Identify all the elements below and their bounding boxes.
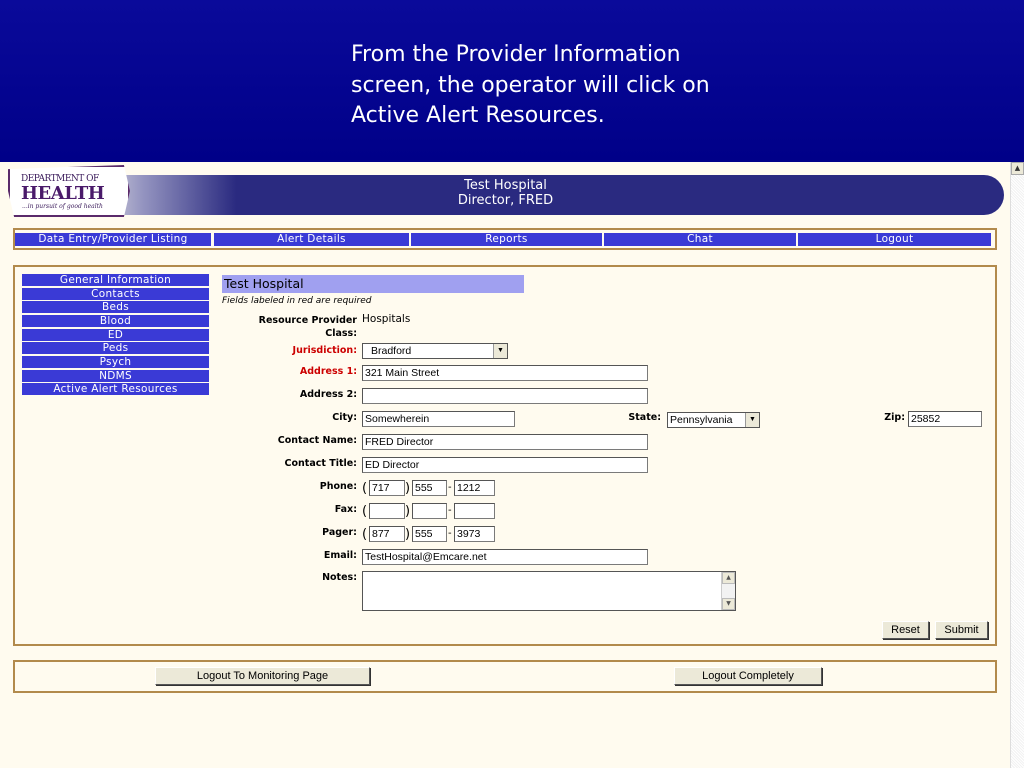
jurisdiction-select[interactable] <box>362 343 508 359</box>
side-nav-peds[interactable]: Peds <box>22 342 209 354</box>
side-nav-ndms[interactable]: NDMS <box>22 370 209 382</box>
provider-information-panel <box>13 265 997 646</box>
caption-line-2: screen, the operator will click on <box>351 72 710 98</box>
logo-dept-text: DEPARTMENT OF <box>21 174 99 184</box>
site-banner <box>8 165 1004 217</box>
provider-class-label-line2: Class: <box>325 328 357 339</box>
phone-open-paren: ( <box>362 481 368 496</box>
fax-open-paren: ( <box>362 504 368 519</box>
pager-label: Pager: <box>322 527 357 538</box>
reset-button[interactable]: Reset <box>882 621 929 639</box>
notes-label: Notes: <box>322 572 357 583</box>
logout-completely-button[interactable]: Logout Completely <box>674 667 822 685</box>
scroll-up-arrow-icon[interactable]: ▲ <box>722 572 735 584</box>
contact-name-field[interactable]: FRED Director <box>362 434 648 450</box>
banner-title <box>408 178 603 208</box>
pager-close-paren: ) <box>405 527 411 542</box>
city-field[interactable]: Somewherein <box>362 411 515 427</box>
contact-title-label: Contact Title: <box>284 458 357 469</box>
phone-line-field[interactable]: 1212 <box>454 480 495 496</box>
nav-logout[interactable]: Logout <box>798 233 991 246</box>
state-label: State: <box>628 412 661 423</box>
pager-line-field[interactable]: 3973 <box>454 526 495 542</box>
top-navigation <box>13 228 997 250</box>
phone-dash: - <box>448 482 452 493</box>
phone-prefix-field[interactable]: 555 <box>412 480 447 496</box>
pager-dash: - <box>448 528 452 539</box>
side-nav-beds[interactable]: Beds <box>22 301 209 313</box>
submit-button[interactable]: Submit <box>935 621 988 639</box>
banner-hospital: Test Hospital <box>464 178 547 193</box>
banner-user: Director, FRED <box>457 193 554 208</box>
logout-panel <box>13 660 997 693</box>
scroll-up-arrow-icon[interactable]: ▲ <box>1011 162 1024 175</box>
phone-area-field[interactable]: 717 <box>369 480 405 496</box>
notes-textarea[interactable] <box>362 571 736 611</box>
form-title: Test Hospital <box>222 275 524 293</box>
zip-field[interactable]: 25852 <box>908 411 982 427</box>
pager-open-paren: ( <box>362 527 368 542</box>
phone-label: Phone: <box>319 481 357 492</box>
contact-name-label: Contact Name: <box>277 435 357 446</box>
email-label: Email: <box>323 550 357 561</box>
side-nav-contacts[interactable]: Contacts <box>22 288 209 300</box>
scroll-down-arrow-icon[interactable]: ▼ <box>722 598 735 610</box>
side-nav-general-information[interactable]: General Information <box>22 274 209 286</box>
email-field[interactable]: TestHospital@Emcare.net <box>362 549 648 565</box>
logo-text <box>8 165 130 217</box>
chevron-down-icon[interactable]: ▼ <box>493 344 507 358</box>
contact-title-field[interactable]: ED Director <box>362 457 648 473</box>
address2-field[interactable] <box>362 388 648 404</box>
fax-line-field[interactable] <box>454 503 495 519</box>
caption-line-1: From the Provider Information <box>351 42 681 67</box>
notes-scrollbar[interactable] <box>721 572 735 610</box>
fax-label: Fax: <box>334 504 357 515</box>
required-fields-note: Fields labeled in red are required <box>222 296 372 306</box>
address2-label: Address 2: <box>299 389 357 400</box>
logo-health-text: HEALTH <box>21 183 105 204</box>
city-label: City: <box>332 412 357 423</box>
side-nav-psych[interactable]: Psych <box>22 356 209 368</box>
slide-caption <box>351 40 771 132</box>
address1-label: Address 1: <box>299 366 357 377</box>
page-scrollbar[interactable] <box>1010 162 1024 768</box>
address1-field[interactable]: 321 Main Street <box>362 365 648 381</box>
fax-dash: - <box>448 505 452 516</box>
jurisdiction-selected: Bradford <box>371 345 412 357</box>
provider-class-value: Hospitals <box>362 313 411 325</box>
chevron-down-icon[interactable]: ▼ <box>745 413 759 427</box>
side-nav-blood[interactable]: Blood <box>22 315 209 327</box>
nav-reports[interactable]: Reports <box>411 233 602 246</box>
pager-prefix-field[interactable]: 555 <box>412 526 447 542</box>
caption-line-3: Active Alert Resources. <box>351 103 605 128</box>
logo-tagline: ...in pursuit of good health <box>22 203 103 210</box>
nav-data-entry-provider-listing[interactable]: Data Entry/Provider Listing <box>15 233 211 246</box>
pager-area-field[interactable]: 877 <box>369 526 405 542</box>
state-select[interactable] <box>667 412 760 428</box>
fax-area-field[interactable] <box>369 503 405 519</box>
nav-alert-details[interactable]: Alert Details <box>214 233 409 246</box>
provider-class-label-line1: Resource Provider <box>258 315 357 326</box>
logout-to-monitoring-button[interactable]: Logout To Monitoring Page <box>155 667 370 685</box>
state-selected: Pennsylvania <box>670 414 733 426</box>
nav-chat[interactable]: Chat <box>604 233 796 246</box>
phone-close-paren: ) <box>405 481 411 496</box>
jurisdiction-label: Jurisdiction: <box>292 345 357 356</box>
zip-label: Zip: <box>884 412 905 423</box>
fax-close-paren: ) <box>405 504 411 519</box>
slide-header <box>0 0 1024 162</box>
fax-prefix-field[interactable] <box>412 503 447 519</box>
provider-class-label <box>215 314 357 340</box>
side-nav-active-alert-resources[interactable]: Active Alert Resources <box>22 383 209 395</box>
side-nav-ed[interactable]: ED <box>22 329 209 341</box>
